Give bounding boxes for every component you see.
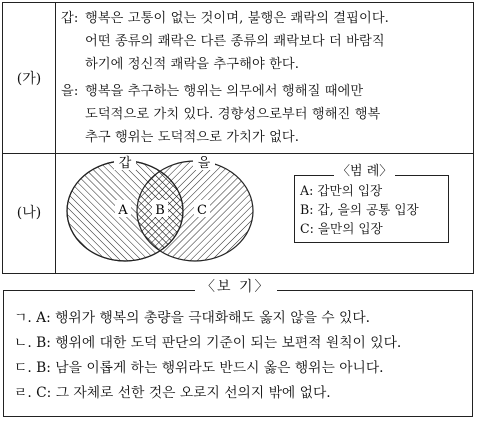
legend-title: 〈범 례〉 <box>334 163 395 181</box>
venn-region-a: A <box>118 203 128 218</box>
legend-item-b: B: 갑, 을의 공통 입장 <box>300 202 419 217</box>
speaker-eul: 을: <box>61 84 79 99</box>
speaker-gap: 갑: <box>61 11 79 26</box>
legend-item-a: A: 갑만의 입장 <box>300 183 383 198</box>
venn-diagram <box>56 154 286 274</box>
venn-region-b: B <box>155 203 165 218</box>
row-label-ga: (가) <box>16 71 42 87</box>
bogi-item-2: ㄴ. B: 행위에 대한 도덕 판단의 기준이 되는 보편적 원칙이 있다. <box>14 335 402 351</box>
bogi-item-3: ㄷ. B: 남을 이롭게 하는 행위라도 반드시 옳은 행위는 아니다. <box>14 360 384 376</box>
eul-line-2: 도덕적으로 가치 있다. 경향성으로부터 행해진 행복 <box>85 107 381 122</box>
bogi-title: 〈보 기〉 <box>195 275 277 299</box>
gap-line-2: 어떤 종류의 쾌락은 다른 종류의 쾌락보다 더 바람직 <box>85 34 385 49</box>
venn-label-gap: 갑 <box>118 156 132 171</box>
bogi-item-4: ㄹ. C: 그 자체로 선한 것은 오로지 선의지 밖에 없다. <box>14 385 331 401</box>
gap-line-1: 행복은 고통이 없는 것이며, 불행은 쾌락의 결핍이다. <box>85 11 389 26</box>
eul-line-3: 추구 행위는 도덕적으로 가치가 없다. <box>85 130 300 145</box>
eul-line-1: 행복을 추구하는 행위는 의무에서 행해질 때에만 <box>85 84 364 99</box>
venn-label-eul: 을 <box>197 156 211 171</box>
bogi-item-1: ㄱ. A: 행위가 행복의 총량을 극대화해도 옳지 않을 수 있다. <box>14 310 371 326</box>
legend-item-c: C: 을만의 입장 <box>300 221 383 236</box>
gap-line-3: 하기에 정신적 쾌락을 추구해야 한다. <box>85 57 300 72</box>
venn-region-c: C <box>197 203 207 218</box>
row-label-na: (나) <box>16 205 42 221</box>
